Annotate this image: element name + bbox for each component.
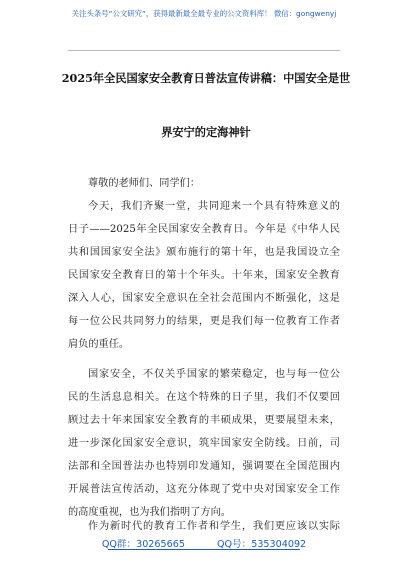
paragraph-3-line: 作为新时代的教育工作者和学生，我们更应该以实际 xyxy=(88,521,340,532)
paragraph-2-line: 民的生活息息相关。在这个特殊的日子里，我们不仅要回 xyxy=(68,392,340,403)
footer-contact xyxy=(0,536,408,550)
paragraph-1-line: 民国家安全教育日的第十个年头。十年来，国家安全教育 xyxy=(68,270,340,281)
paragraph-1-line: 今天，我们齐聚一堂，共同迎来一个具有特殊意义的 xyxy=(88,201,340,212)
header-divider xyxy=(68,50,340,51)
paragraph-2-line: 进一步深化国家安全意识，筑牢国家安全防线。日前，司 xyxy=(68,438,340,449)
document-title-line-2: 界安宁的定海神针 xyxy=(161,125,251,139)
paragraph-2-line: 顾过去十年来国家安全教育的丰硕成果，更要展望未来， xyxy=(68,415,340,426)
paragraph-1-line: 深入人心，国家安全意识在全社会范围内不断强化，这是 xyxy=(68,293,340,304)
paragraph-1-line: 每一位公民共同努力的结果，更是我们每一位教育工作者 xyxy=(68,316,340,327)
paragraph-1-line: 日子——2025年全民国家安全教育日。今年是《中华人民 xyxy=(68,224,340,235)
paragraph-1-line: 肩负的重任。 xyxy=(68,339,130,350)
paragraph-1-line: 共和国国家安全法》颁布施行的第十年，也是我国设立全 xyxy=(68,247,340,258)
paragraph-2-line: 法部和全国普法办也特别印发通知，强调要在全国范围内 xyxy=(68,461,340,472)
qq-group-link[interactable]: QQ群：30265665 xyxy=(101,539,185,550)
paragraph-2-line: 的高度重视，也为我们指明了方向。 xyxy=(68,507,231,518)
document-title-line-1: 2025年全民国家安全教育日普法宣传讲稿：中国安全是世 xyxy=(61,71,351,85)
salutation: 尊敬的老师们、同学们： xyxy=(88,178,201,189)
qq-number-link[interactable]: QQ号：535304092 xyxy=(216,539,307,550)
paragraph-2-line: 国家安全，不仅关乎国家的繁荣稳定，也与每一位公 xyxy=(88,369,340,380)
header-banner: 关注头条号“公文研究”，获得最新最全最专业的公文资料库！ 微信：gongwenyj xyxy=(71,9,337,18)
footer-underline xyxy=(108,549,300,550)
paragraph-2-line: 开展普法宣传活动，这充分体现了党中央对国家安全工作 xyxy=(68,484,340,495)
